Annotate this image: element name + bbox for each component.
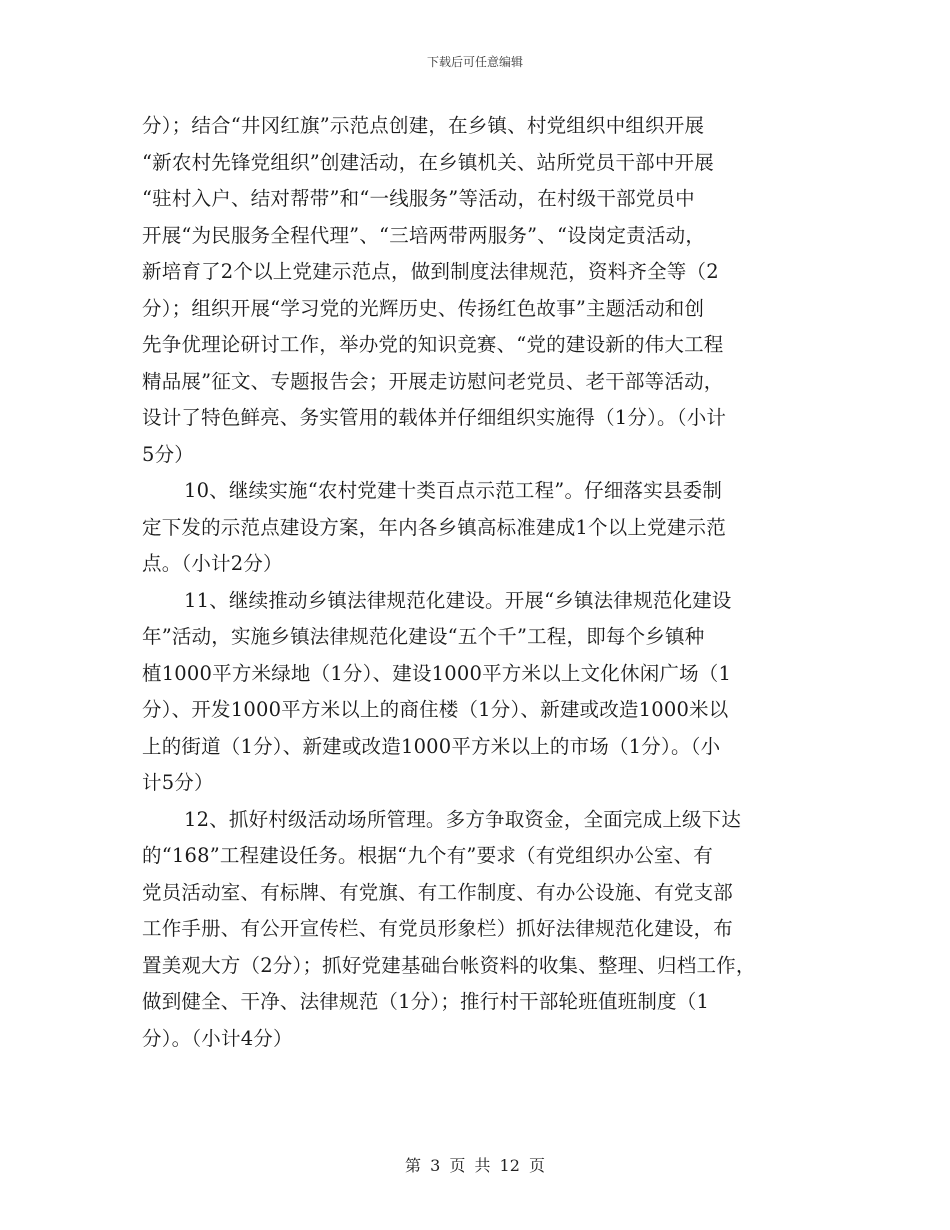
- text-line: 11、继续推动乡镇法律规范化建设。开展“乡镇法律规范化建设: [184, 588, 732, 612]
- text-line: 精品展”征文、专题报告会；开展走访慰问老党员、老干部等活动，: [142, 369, 724, 393]
- text-line: 12、抓好村级活动场所管理。多方争取资金，全面完成上级下达: [184, 807, 742, 831]
- text-line: 分）；结合“井冈红旗”示范点创建，在乡镇、村党组织中组织开展: [142, 114, 705, 137]
- text-line: 分）；组织开展“学习党的光辉历史、传扬红色故事”主题活动和创: [142, 296, 705, 320]
- text-line: 分）、开发1000平方米以上的商住楼（1分）、新建或改造1000米以: [142, 698, 729, 721]
- text-line: 置美观大方（2分）；抓好党建基础台帐资料的收集、整理、归档工作，: [142, 953, 756, 977]
- text-line: “新农村先锋党组织”创建活动，在乡镇机关、站所党员干部中开展: [142, 150, 714, 174]
- text-line: 植1000平方米绿地（1分）、建设1000平方米以上文化休闲广场（1: [142, 661, 732, 685]
- text-line: 新培育了2个以上党建示范点，做到制度法律规范，资料齐全等（2: [142, 260, 719, 283]
- text-line: 10、继续实施“农村党建十类百点示范工程”。仔细落实县委制: [184, 479, 723, 502]
- text-line: 上的街道（1分）、新建或改造1000平方米以上的市场（1分）。（小: [142, 734, 721, 758]
- text-line: 先争优理论研讨工作，举办党的知识竞赛、“党的建设新的伟大工程: [142, 333, 724, 356]
- text-line: 做到健全、干净、法律规范（1分）；推行村干部轮班值班制度（1: [142, 990, 710, 1013]
- document-body: [142, 108, 842, 1057]
- text-line: 的“168”工程建设任务。根据“九个有”要求（有党组织办公室、有: [142, 844, 713, 867]
- text-line: 分）。（小计4分）: [142, 1026, 293, 1050]
- text-line: 工作手册、有公开宣传栏、有党员形象栏）抓好法律规范化建设，布: [142, 917, 734, 940]
- text-line: 党员活动室、有标牌、有党旗、有工作制度、有办公设施、有党支部: [142, 880, 734, 904]
- text-line: 设计了特色鲜亮、务实管用的载体并仔细组织实施得（1分）。（小计: [142, 406, 727, 429]
- text-line: 年”活动，实施乡镇法律规范化建设“五个千”工程，即每个乡镇种: [142, 625, 705, 648]
- text-line: “驻村入户、结对帮带”和“一线服务”等活动，在村级干部党员中: [142, 187, 695, 210]
- text-line: 点。（小计2分）: [142, 552, 283, 575]
- text-line: 5分）: [142, 442, 195, 466]
- text-line: 开展“为民服务全程代理”、“三培两带两服务”、“设岗定责活动，: [142, 223, 706, 247]
- text-line: 定下发的示范点建设方案，年内各乡镇高标准建成1个以上党建示范: [142, 515, 726, 539]
- page-header: 下载后可任意编辑: [426, 55, 523, 69]
- page-footer: 第 3 页 共 12 页: [405, 1156, 545, 1175]
- text-line: 计5分）: [142, 771, 214, 794]
